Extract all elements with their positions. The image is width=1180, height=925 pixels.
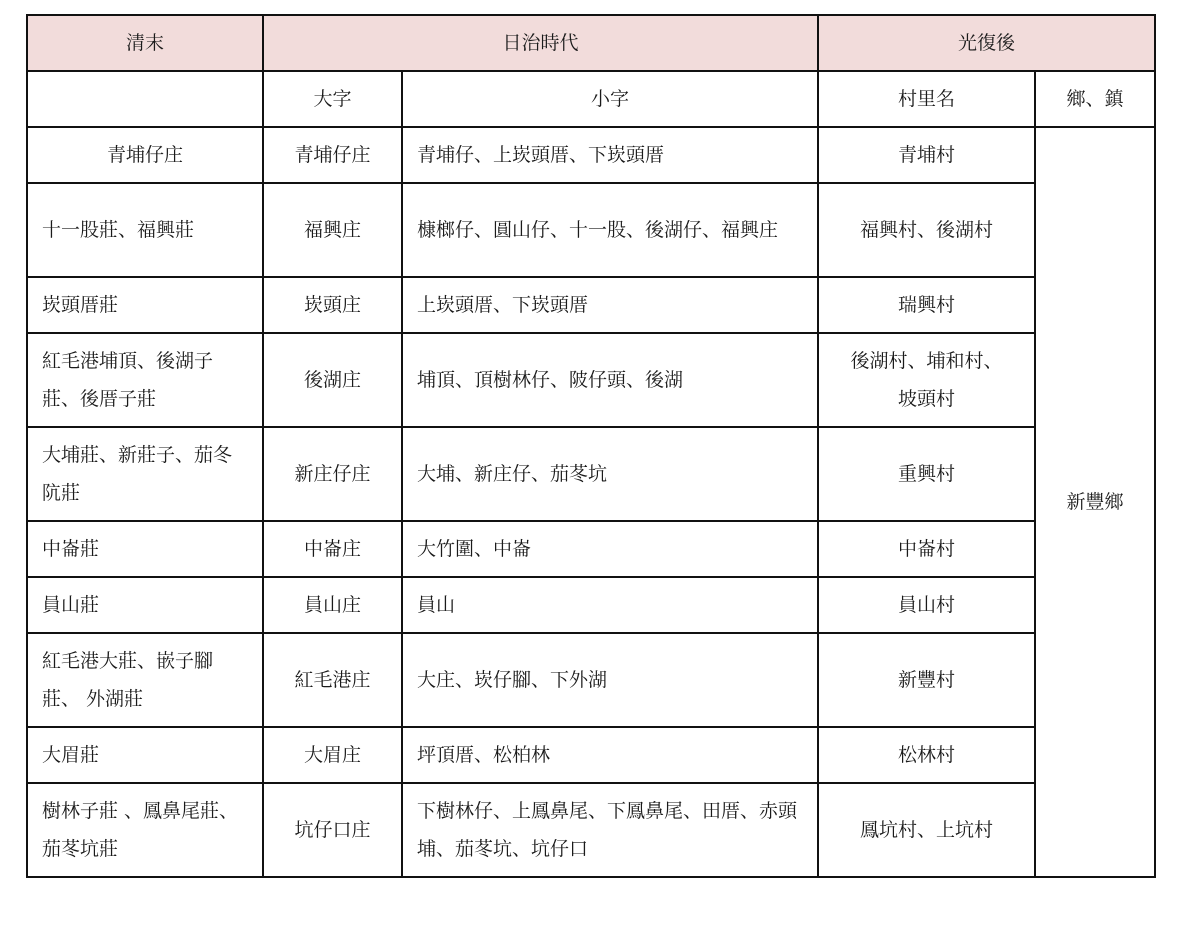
qing-cell: 崁頭厝莊 <box>27 277 263 333</box>
header-xiaozi: 小字 <box>402 71 818 127</box>
table-row <box>27 633 1155 727</box>
qing-cell: 青埔仔庄 <box>27 127 263 183</box>
qing-cell: 大眉莊 <box>27 727 263 783</box>
village-cell: 後湖村、埔和村、坡頭村 <box>818 333 1035 427</box>
village-cell: 福興村、後湖村 <box>818 183 1035 277</box>
dazi-cell: 後湖庄 <box>263 333 402 427</box>
xiaozi-cell: 大竹圍、中崙 <box>402 521 818 577</box>
header-japanese: 日治時代 <box>263 15 818 71</box>
xiaozi-cell: 大庄、崁仔腳、下外湖 <box>402 633 818 727</box>
dazi-cell: 青埔仔庄 <box>263 127 402 183</box>
sub-header-row <box>27 71 1155 127</box>
place-name-table <box>26 14 1156 878</box>
table-row <box>27 727 1155 783</box>
qing-cell: 紅毛港埔頂、後湖子莊、後厝子莊 <box>27 333 263 427</box>
village-cell: 瑞興村 <box>818 277 1035 333</box>
xiaozi-cell: 下樹林仔、上鳳鼻尾、下鳳鼻尾、田厝、赤頭埔、茄苳坑、坑仔口 <box>402 783 818 877</box>
dazi-cell: 坑仔口庄 <box>263 783 402 877</box>
village-cell: 中崙村 <box>818 521 1035 577</box>
village-cell: 新豐村 <box>818 633 1035 727</box>
group-header-row <box>27 15 1155 71</box>
village-cell: 松林村 <box>818 727 1035 783</box>
qing-cell: 大埔莊、新莊子、茄冬阬莊 <box>27 427 263 521</box>
xiaozi-cell: 青埔仔、上崁頭厝、下崁頭厝 <box>402 127 818 183</box>
dazi-cell: 中崙庄 <box>263 521 402 577</box>
header-empty <box>27 71 263 127</box>
qing-cell: 樹林子莊 、鳳鼻尾莊、茄苳坑莊 <box>27 783 263 877</box>
dazi-cell: 員山庄 <box>263 577 402 633</box>
xiaozi-cell: 埔頂、頂樹林仔、陂仔頭、後湖 <box>402 333 818 427</box>
village-cell: 青埔村 <box>818 127 1035 183</box>
header-postwar: 光復後 <box>818 15 1155 71</box>
dazi-cell: 福興庄 <box>263 183 402 277</box>
qing-cell: 中崙莊 <box>27 521 263 577</box>
table-row <box>27 333 1155 427</box>
dazi-cell: 大眉庄 <box>263 727 402 783</box>
village-cell: 鳳坑村、上坑村 <box>818 783 1035 877</box>
table-row <box>27 521 1155 577</box>
xiaozi-cell: 上崁頭厝、下崁頭厝 <box>402 277 818 333</box>
qing-cell: 員山莊 <box>27 577 263 633</box>
village-cell: 重興村 <box>818 427 1035 521</box>
village-cell: 員山村 <box>818 577 1035 633</box>
dazi-cell: 新庄仔庄 <box>263 427 402 521</box>
header-qing: 清末 <box>27 15 263 71</box>
xiaozi-cell: 大埔、新庄仔、茄苳坑 <box>402 427 818 521</box>
xiaozi-cell: 坪頂厝、松柏林 <box>402 727 818 783</box>
qing-cell: 十一股莊、福興莊 <box>27 183 263 277</box>
xiaozi-cell: 槺榔仔、圓山仔、十一股、後湖仔、福興庄 <box>402 183 818 277</box>
table-row <box>27 183 1155 277</box>
township-cell: 新豐鄉 <box>1035 127 1155 877</box>
header-township: 鄉、鎮 <box>1035 71 1155 127</box>
header-village: 村里名 <box>818 71 1035 127</box>
xiaozi-cell: 員山 <box>402 577 818 633</box>
qing-cell: 紅毛港大莊、嵌子腳莊、 外湖莊 <box>27 633 263 727</box>
table-row <box>27 577 1155 633</box>
table-row <box>27 127 1155 183</box>
dazi-cell: 紅毛港庄 <box>263 633 402 727</box>
dazi-cell: 崁頭庄 <box>263 277 402 333</box>
table-row <box>27 277 1155 333</box>
table-row <box>27 783 1155 877</box>
header-dazi: 大字 <box>263 71 402 127</box>
table-row <box>27 427 1155 521</box>
